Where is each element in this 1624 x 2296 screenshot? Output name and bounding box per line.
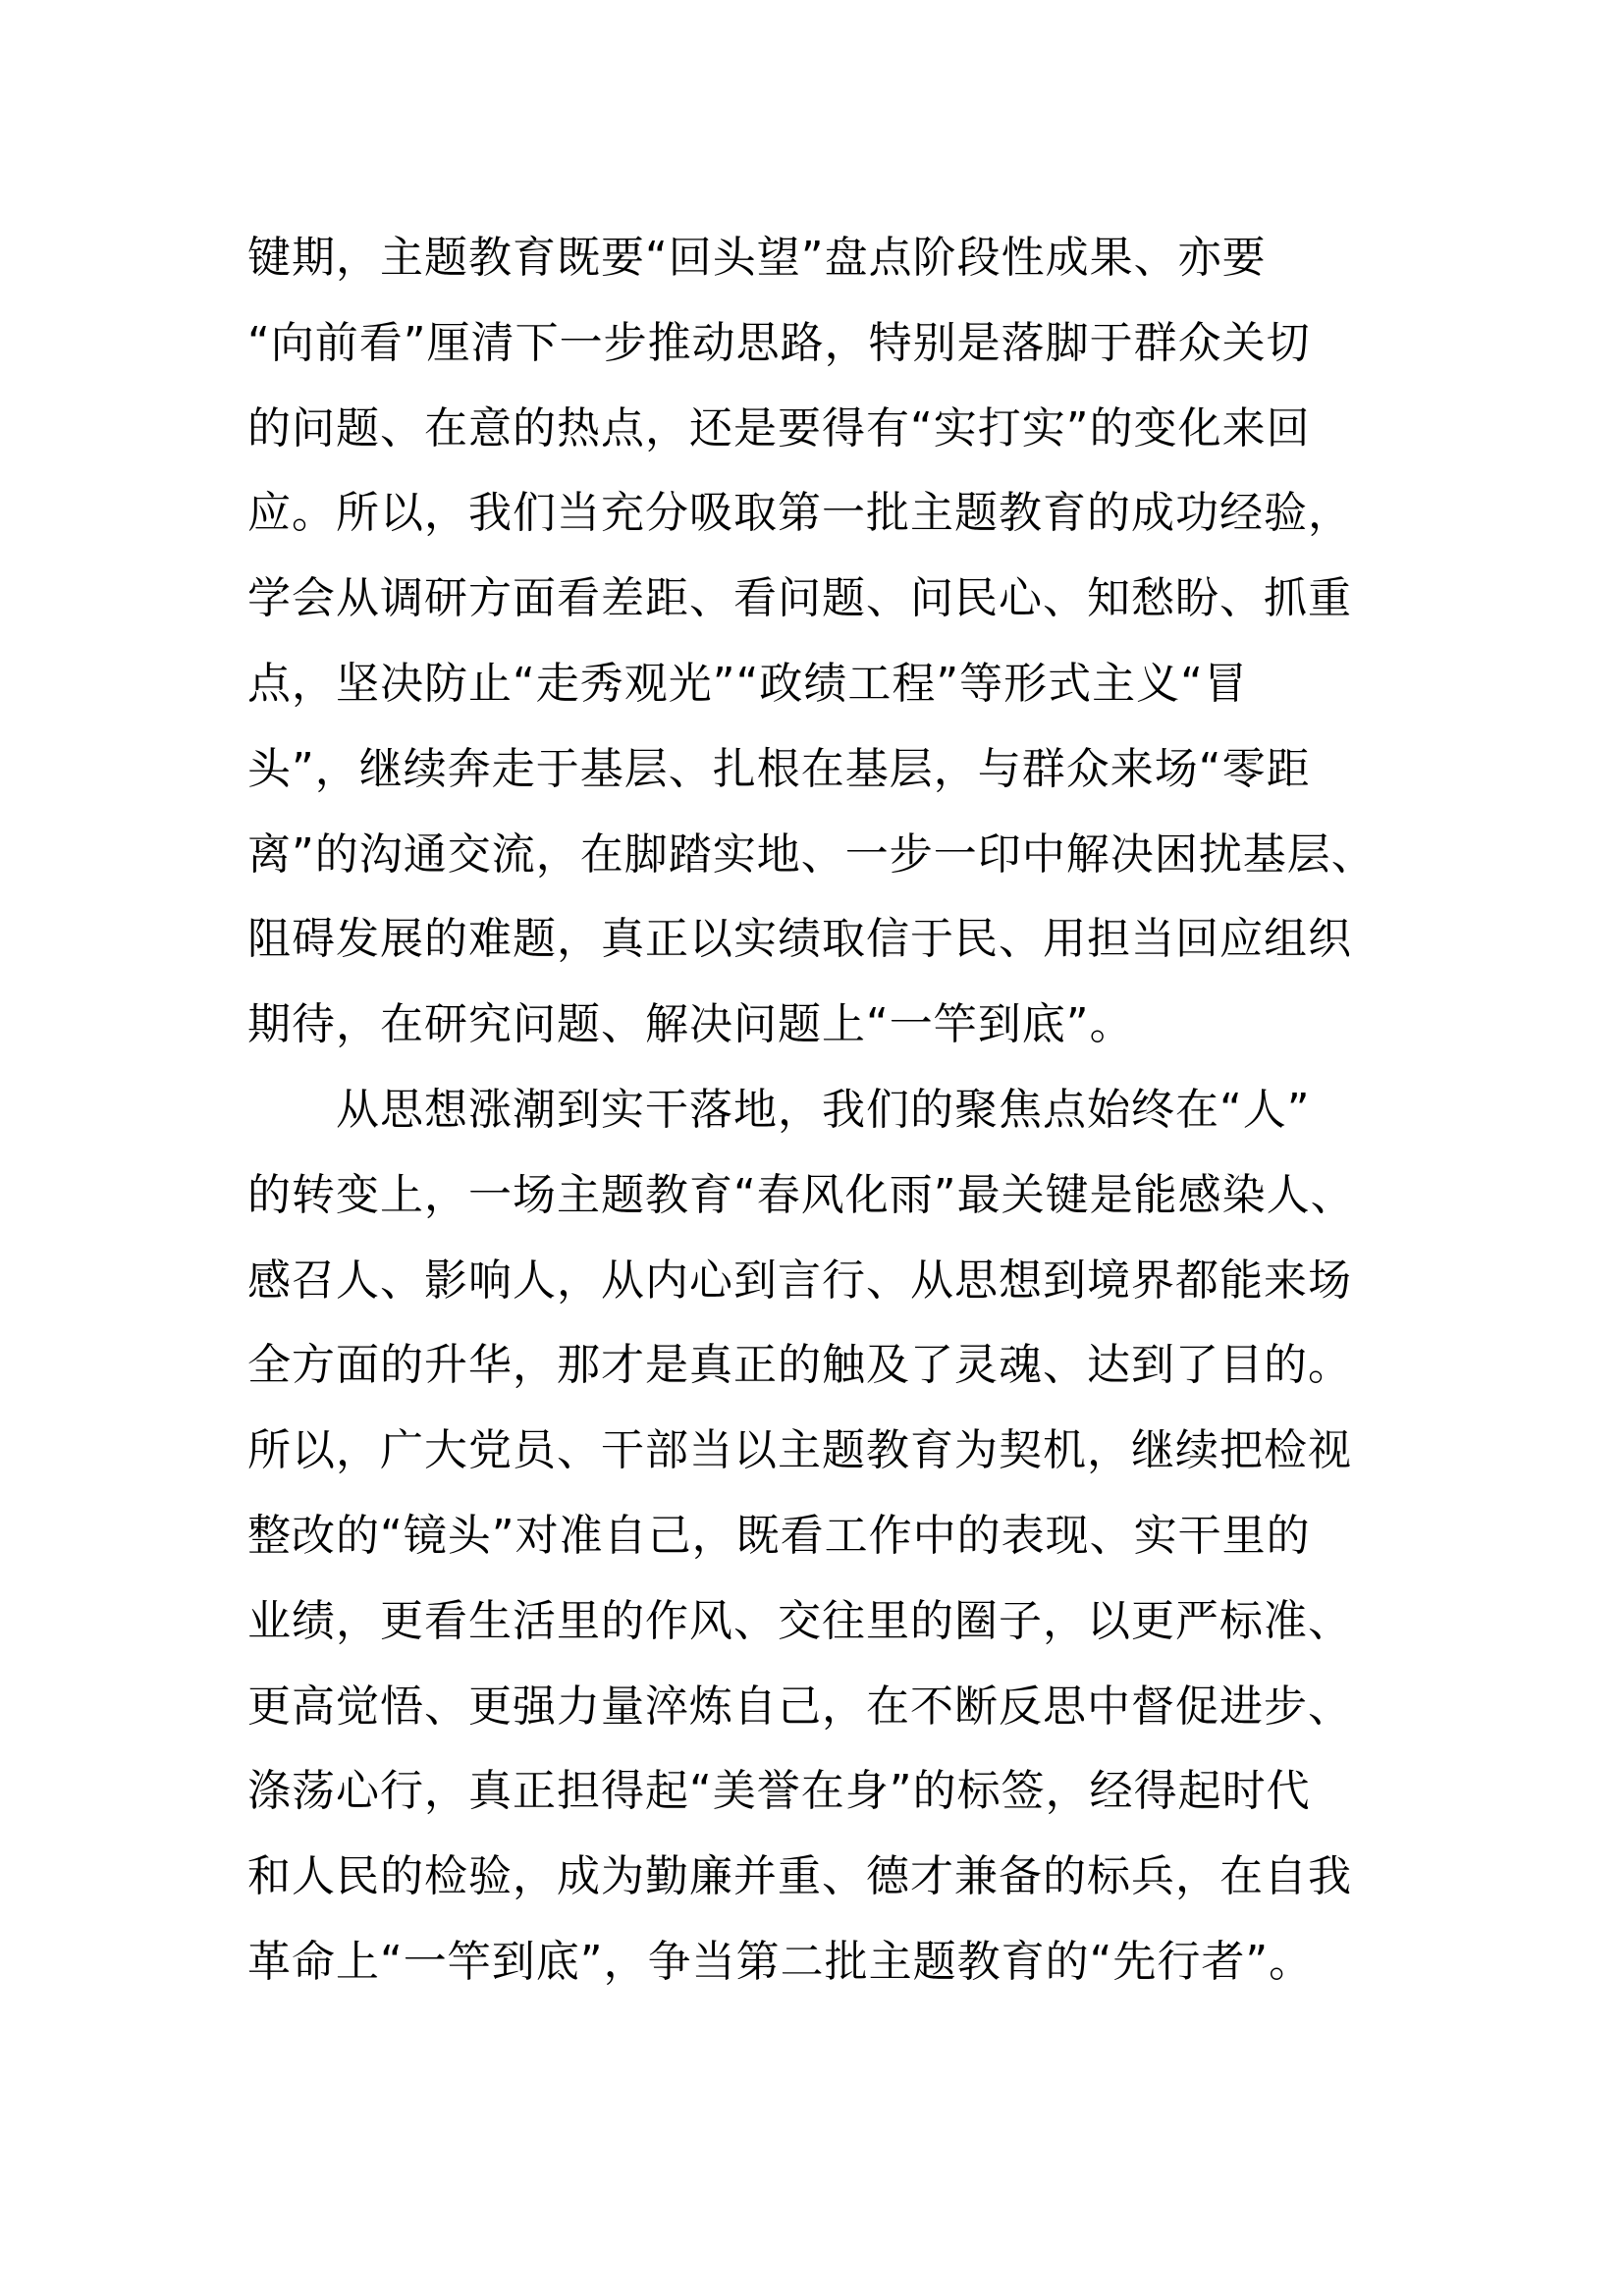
- text-line: 和人民的检验，成为勤廉并重、德才兼备的标兵，在自我: [247, 1851, 1352, 1902]
- text-line: 感召人、影响人，从内心到言行、从思想到境界都能来场: [247, 1255, 1352, 1306]
- text-line: 头”，继续奔走于基层、扎根在基层，与群众来场“零距: [247, 743, 1311, 794]
- text-line: 键期，主题教育既要“回头望”盘点阶段性成果、亦要: [247, 233, 1267, 283]
- text-line: 所以，广大党员、干部当以主题教育为契机，继续把检视: [247, 1425, 1352, 1476]
- text-line: 学会从调研方面看差距、看问题、问民心、知愁盼、抓重: [247, 573, 1352, 624]
- text-line: 的转变上，一场主题教育“春风化雨”最关键是能感染人、: [247, 1169, 1355, 1220]
- text-line: 离”的沟通交流，在脚踏实地、一步一印中解决困扰基层、: [247, 828, 1376, 880]
- text-line: 整改的“镜头”对准自己，既看工作中的表现、实干里的: [247, 1510, 1311, 1561]
- text-line: 点，坚决防止“走秀观光”“政绩工程”等形式主义“冒: [247, 658, 1248, 709]
- text-line: 全方面的升华，那才是真正的触及了灵魂、达到了目的。: [247, 1340, 1352, 1391]
- text-line: 涤荡心行，真正担得起“美誉在身”的标签，经得起时代: [247, 1766, 1311, 1817]
- document-body: [247, 216, 1524, 2005]
- text-line: 更高觉悟、更强力量淬炼自己，在不断反思中督促进步、: [247, 1681, 1352, 1732]
- text-line: “向前看”厘清下一步推动思路，特别是落脚于群众关切: [247, 317, 1311, 368]
- text-line: 阻碍发展的难题，真正以实绩取信于民、用担当回应组织: [247, 914, 1352, 965]
- text-line: 期待，在研究问题、解决问题上“一竿到底”。: [247, 999, 1134, 1050]
- text-line: 的问题、在意的热点，还是要得有“实打实”的变化来回: [247, 402, 1311, 454]
- text-line: 应。所以，我们当充分吸取第一批主题教育的成功经验，: [247, 488, 1352, 539]
- text-line: 业绩，更看生活里的作风、交往里的圈子，以更严标准、: [247, 1595, 1352, 1646]
- text-line: 革命上“一竿到底”，争当第二批主题教育的“先行者”。: [247, 1936, 1314, 1987]
- paragraph-first-line: 从思想涨潮到实干落地，我们的聚焦点始终在“人”: [336, 1084, 1311, 1135]
